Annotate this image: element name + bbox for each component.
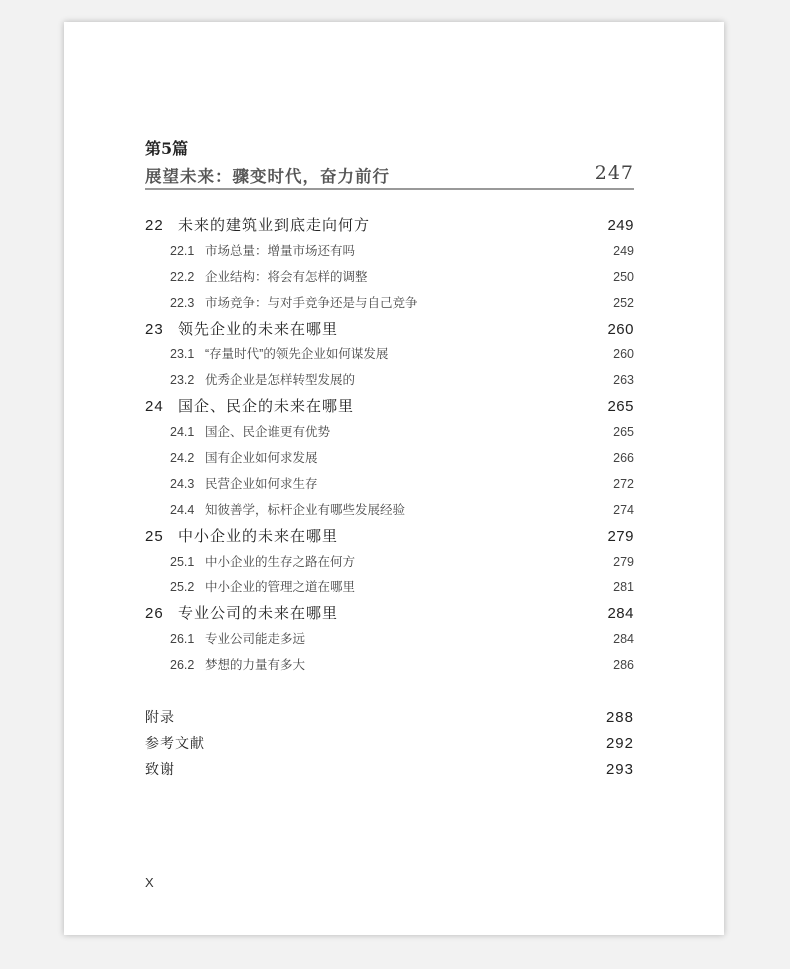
entry-number: 22.3 [170,295,195,310]
toc-chapter-entry [145,394,634,420]
toc-chapter-entry [145,601,634,627]
entry-page-number: 249 [613,243,634,258]
table-of-contents [145,213,634,783]
entry-number: 23.2 [170,373,195,388]
toc-chapter-entry [145,524,634,550]
toc-back-matter-entry [145,705,634,731]
entry-number: 25.1 [170,554,195,569]
entry-title: 知彼善学，标杆企业有哪些发展经验 [205,502,406,517]
entry-number: 23.1 [170,347,195,362]
entry-page-number: 284 [613,632,634,647]
entry-number: 25 [145,527,164,545]
toc-section-entry [145,575,634,601]
entry-number: 25.2 [170,580,195,595]
spacer [145,679,634,705]
entry-page-number: 279 [607,527,634,545]
entry-page-number: 266 [613,451,634,466]
entry-title: 中小企业的管理之道在哪里 [205,580,356,595]
entry-page-number: 274 [613,502,634,517]
entry-title: 中小企业的未来在哪里 [178,527,339,545]
entry-page-number: 292 [605,734,634,752]
entry-number: 26.1 [170,632,195,647]
entry-page-number: 279 [613,554,634,569]
entry-number: 22.2 [170,269,195,284]
part-divider [145,188,634,190]
entry-title: 市场竞争：与对手竞争还是与自己竞争 [205,295,418,310]
toc-section-entry [145,550,634,576]
toc-section-entry [145,446,634,472]
entry-page-number: 260 [607,320,634,338]
part-title: 展望未来：骤变时代，奋力前行 [145,167,390,186]
entry-page-number: 284 [607,605,634,623]
toc-section-entry [145,472,634,498]
entry-number: 26 [145,605,164,623]
page-folio: X [145,875,154,890]
book-page [64,22,724,935]
entry-title: 领先企业的未来在哪里 [178,320,339,338]
entry-title: 国企、民企谁更有优势 [205,425,331,440]
entry-title: 市场总量：增量市场还有吗 [205,243,356,258]
entry-page-number: 265 [613,425,634,440]
entry-page-number: 263 [613,373,634,388]
toc-back-matter-entry [145,757,634,783]
entry-title: 民营企业如何求生存 [205,476,318,491]
entry-page-number: 281 [613,580,634,595]
toc-section-entry [145,420,634,446]
entry-title: 梦想的力量有多大 [205,658,306,673]
entry-page-number: 286 [613,658,634,673]
entry-page-number: 272 [613,476,634,491]
entry-number: 24.3 [170,476,195,491]
entry-title: 中小企业的生存之路在何方 [205,554,356,569]
part-page-number: 247 [594,162,634,184]
entry-title: “存量时代”的领先企业如何谋发展 [205,347,389,362]
entry-page-number: 260 [613,347,634,362]
entry-page-number: 252 [613,295,634,310]
entry-page-number: 293 [605,760,634,778]
entry-title: 专业公司的未来在哪里 [178,605,339,623]
entry-title: 致谢 [145,760,175,777]
part-label: 第5篇 [145,139,189,158]
entry-number: 23 [145,320,164,338]
entry-title: 企业结构：将会有怎样的调整 [205,269,368,284]
toc-section-entry [145,239,634,265]
entry-page-number: 249 [607,217,634,234]
toc-section-entry [145,265,634,291]
entry-number: 24.1 [170,425,195,440]
entry-page-number: 250 [613,269,634,284]
toc-section-entry [145,291,634,317]
toc-chapter-entry [145,317,634,343]
entry-title: 附录 [145,708,175,725]
entry-title: 参考文献 [145,734,205,751]
toc-section-entry [145,342,634,368]
entry-title: 优秀企业是怎样转型发展的 [205,373,356,388]
entry-number: 26.2 [170,658,195,673]
toc-section-entry [145,498,634,524]
toc-section-entry [145,368,634,394]
toc-chapter-entry [145,213,634,239]
entry-number: 22.1 [170,243,195,258]
entry-number: 22 [145,217,164,234]
entry-page-number: 265 [607,398,634,416]
entry-title: 未来的建筑业到底走向何方 [178,217,371,234]
toc-section-entry [145,653,634,679]
entry-title: 专业公司能走多远 [205,632,306,647]
entry-number: 24 [145,398,164,416]
entry-title: 国有企业如何求发展 [205,451,318,466]
entry-number: 24.4 [170,502,195,517]
entry-title: 国企、民企的未来在哪里 [178,398,355,416]
entry-page-number: 288 [605,708,634,726]
entry-number: 24.2 [170,451,195,466]
toc-back-matter-entry [145,731,634,757]
toc-section-entry [145,627,634,653]
